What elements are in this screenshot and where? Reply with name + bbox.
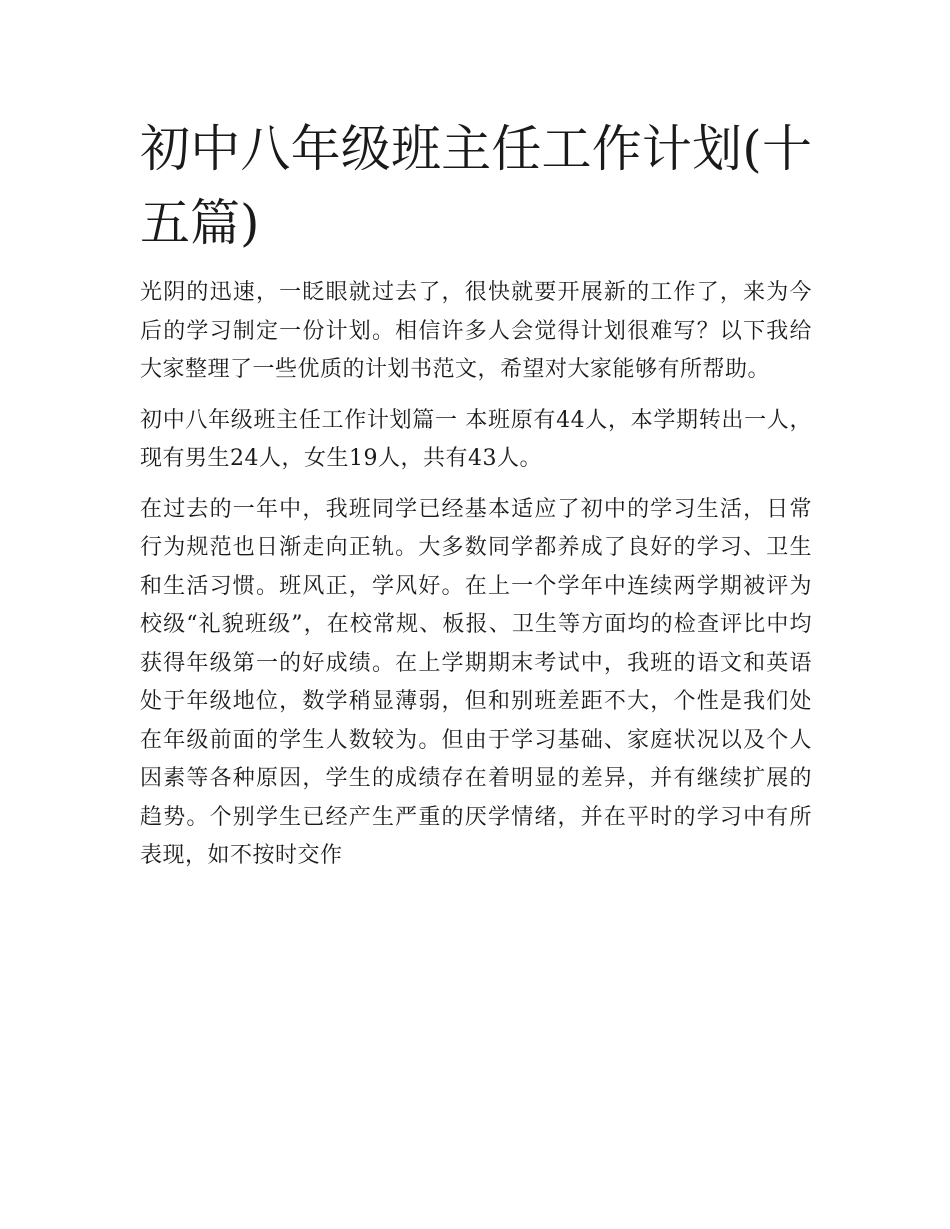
intro-paragraph: 光阴的迅速，一眨眼就过去了，很快就要开展新的工作了，来为今后的学习制定一份计划。相信许多人会觉得计划很难写？以下我给大家整理了一些优质的计划书范文，希望对大家能够有所帮助。: [140, 280, 812, 382]
document-title: 初中八年级班主任工作计划(十五篇): [140, 120, 812, 252]
class-info-paragraph: 初中八年级班主任工作计划篇一 本班原有44人，本学期转出一人，现有男生24人，女生19人，共有43人。: [140, 407, 812, 471]
document-page: [140, 112, 812, 876]
class-analysis-paragraph: 在过去的一年中，我班同学已经基本适应了初中的学习生活，日常行为规范也日渐走向正轨。大多数同学都养成了良好的学习、卫生和生活习惯。班风正，学风好。在上一个学年中连续两学期被评为校级“礼貌班级”，在校常规、板报、卫生等方面均的检查评比中均获得年级第一的好成绩。在上学期期末考试中，我班的语文和英语处于年级地位，数学稍显薄弱，但和别班差距不大，个性是我们处在年级前面的学生人数较为。但由于学习基础、家庭状况以及个人因素等各种原因，学生的成绩存在着明显的差异，并有继续扩展的趋势。个别学生已经产生严重的厌学情绪，并在平时的学习中有所表现，如不按时交作: [140, 496, 812, 868]
